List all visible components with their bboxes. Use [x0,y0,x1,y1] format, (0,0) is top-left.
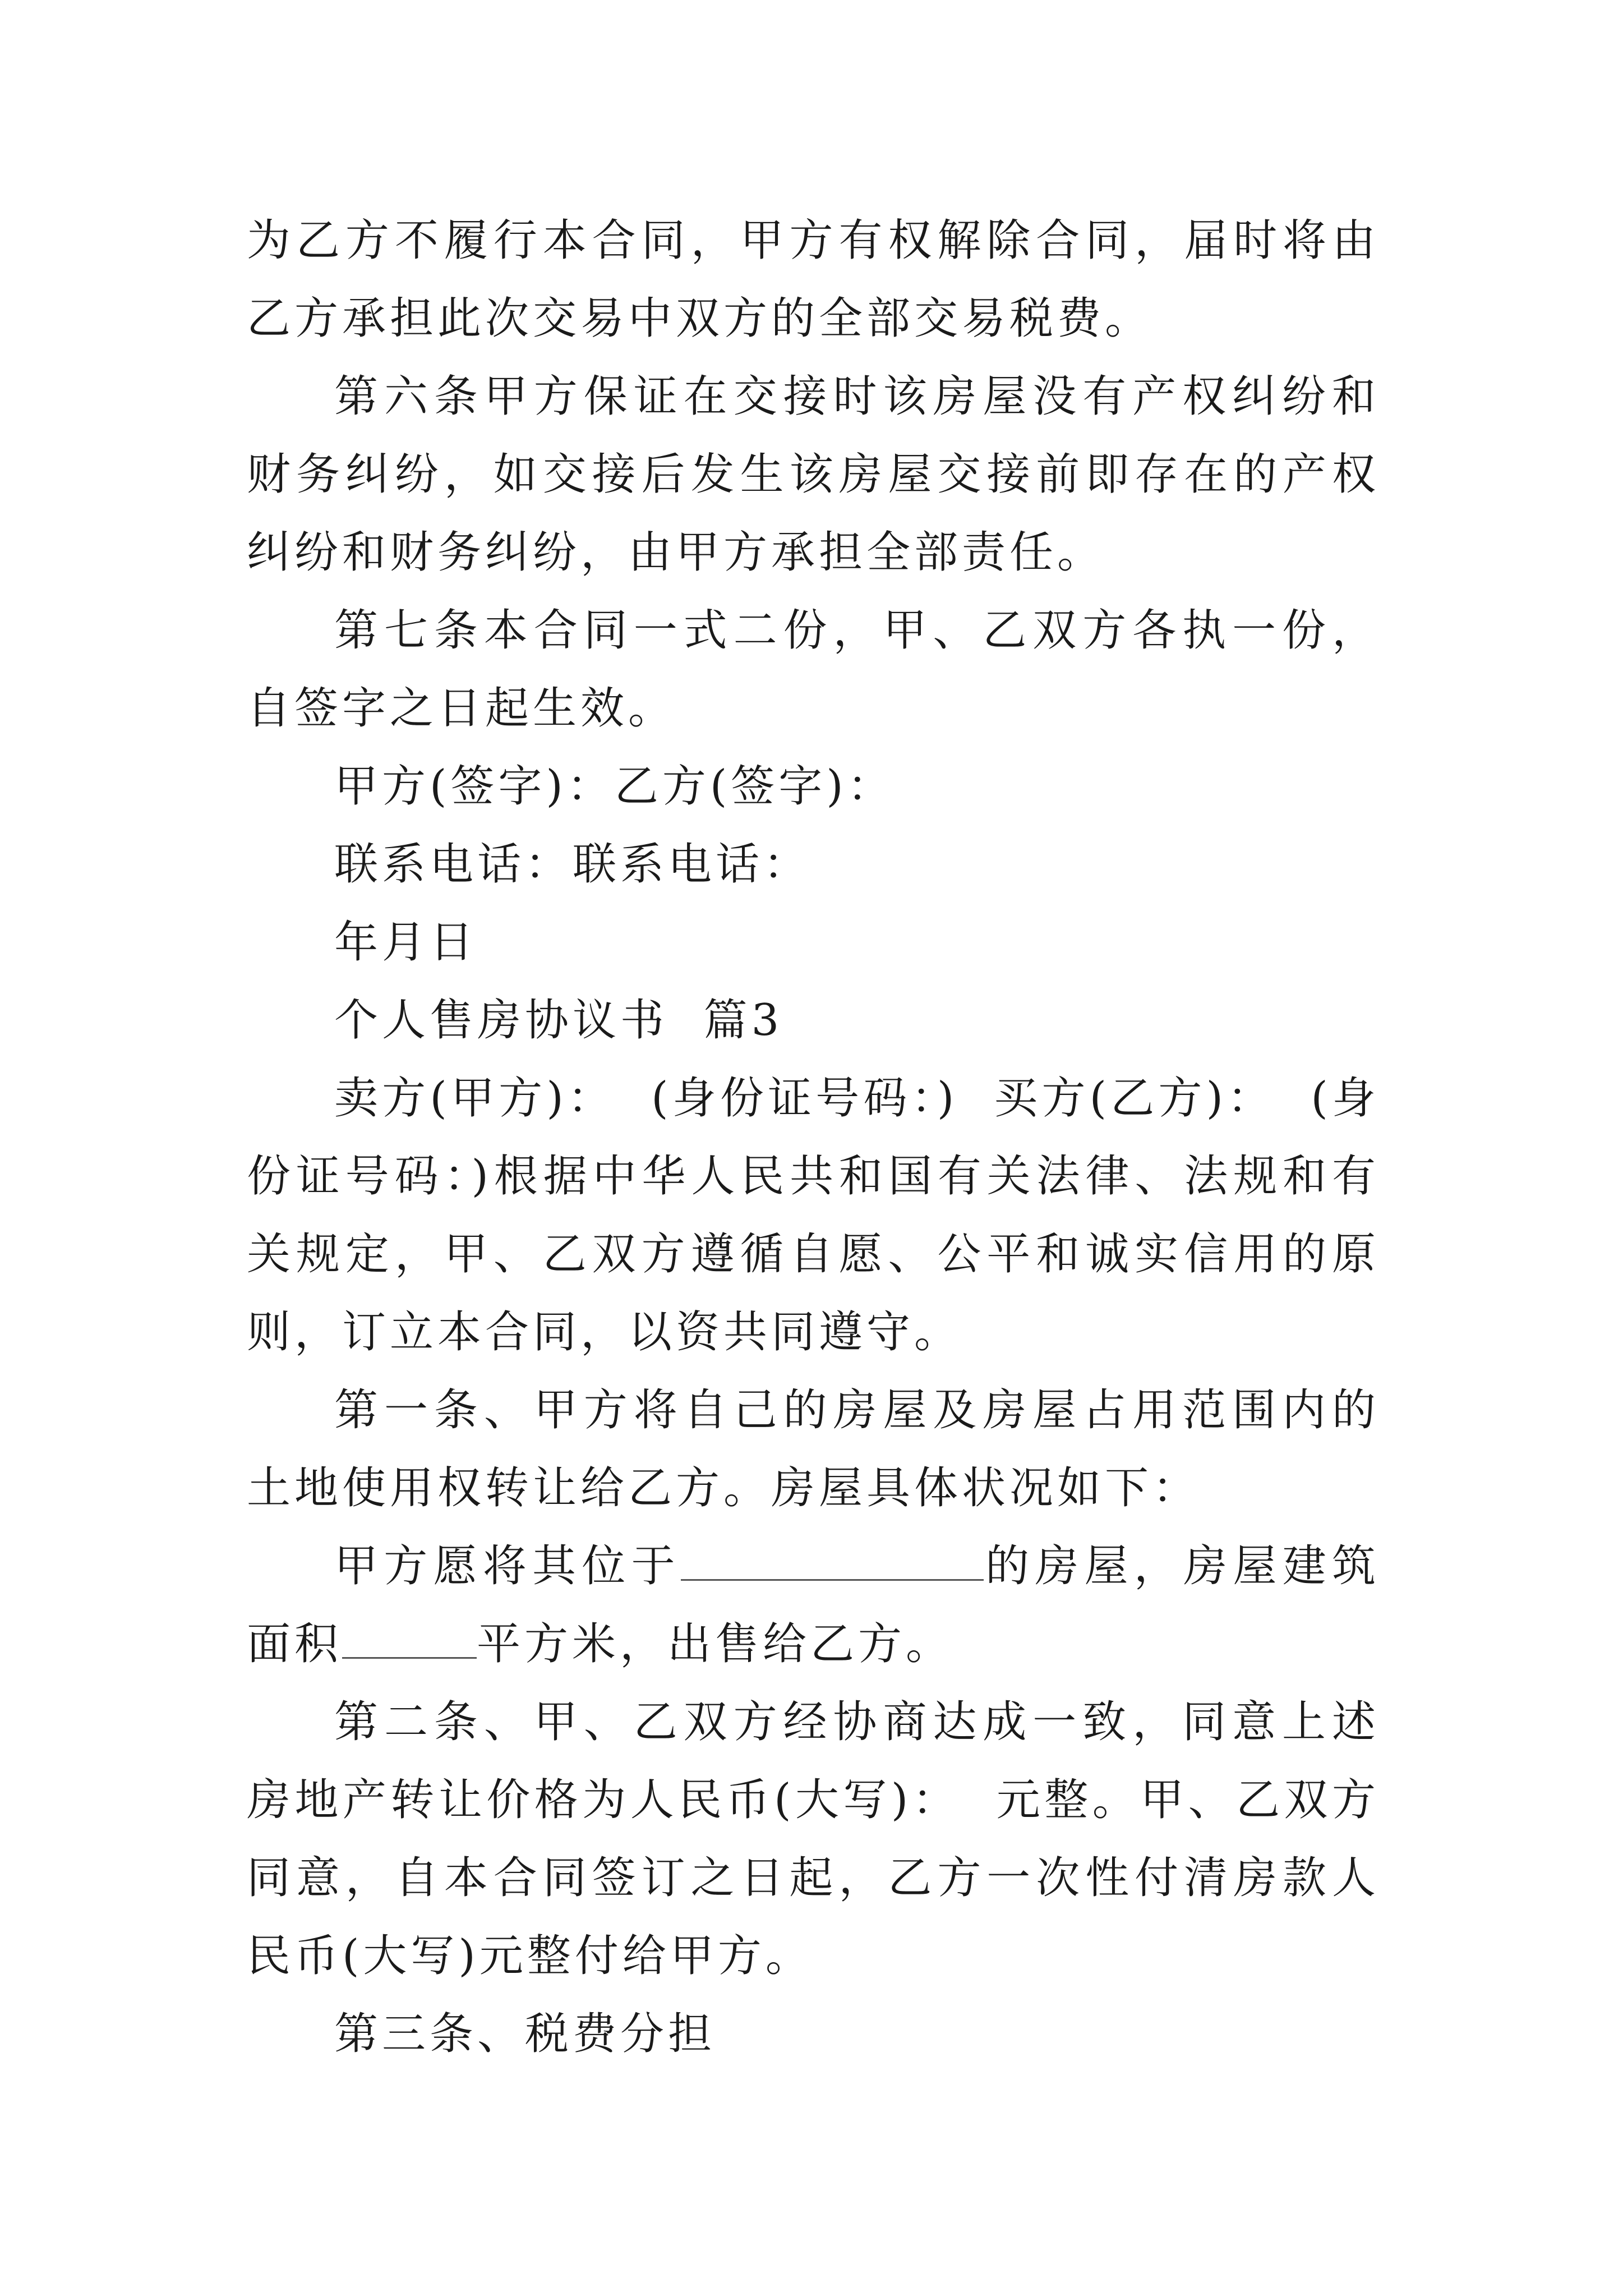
date-line: 年月日 [334,917,478,968]
paragraph-article-1: 第一条、甲方将自己的房屋及房屋占用范围内的土地使用权转让给乙方。房屋具体状况如下： [247,1385,1380,1513]
area-blank[interactable] [342,1618,477,1659]
paragraph-article-2: 第二条、甲、乙双方经协商达成一致，同意上述房地产转让价格为人民币(大写)： 元整。甲、乙双方同意，自本合同签订之日起，乙方一次性付清房款人民币(大写)元整付给甲方。 [247,1697,1380,1981]
paragraph-parties: 卖方(甲方)： (身份证号码：) 买方(乙方)： (身份证号码：)根据中华人民共和国有关法律、法规和有关规定，甲、乙双方遵循自愿、公平和诚实信用的原则，订立本合同，以资共同遵守。 [247,1073,1380,1358]
location-text-middle: 的房屋，房屋建筑面积 [247,1541,1380,1669]
paragraph-property-location [247,1527,1380,1683]
paragraph-article-7: 第七条本合同一式二份，甲、乙双方各执一份，自签字之日起生效。 [247,605,1380,734]
signature-line: 甲方(签字)：乙方(签字)： [334,761,895,812]
location-text-before: 甲方愿将其位于 [334,1541,681,1591]
paragraph-article-6: 第六条甲方保证在交接时该房屋没有产权纠纷和财务纠纷，如交接后发生该房屋交接前即存在的产权纠纷和财务纠纷，由甲方承担全部责任。 [247,371,1380,578]
phone-line: 联系电话：联系电话： [334,839,811,890]
location-text-after: 平方米，出售给乙方。 [477,1619,954,1669]
document-body [247,202,1380,2073]
paragraph-tax-liability: 为乙方不履行本合同，甲方有权解除合同，届时将由乙方承担此次交易中双方的全部交易税费。 [247,215,1380,344]
paragraph-article-3: 第三条、税费分担 [334,2009,716,2059]
section-heading: 个人售房协议书 篇3 [334,995,783,1046]
location-blank[interactable] [681,1540,984,1581]
